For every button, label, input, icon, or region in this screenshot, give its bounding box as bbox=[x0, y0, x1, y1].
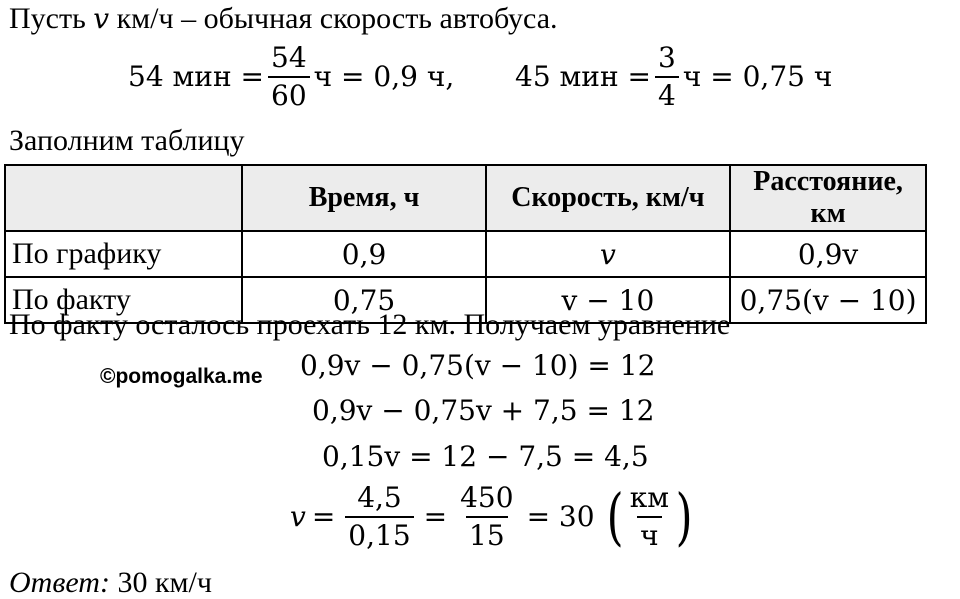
intro-line bbox=[9, 4, 558, 34]
fraction-numerator: 3 bbox=[658, 41, 676, 74]
equals-sign: = bbox=[311, 500, 336, 533]
equation-line: 0,9v − 0,75v + 7,5 = 12 bbox=[312, 394, 655, 427]
equals-sign: = bbox=[423, 500, 448, 533]
conversion-minutes-54 bbox=[128, 41, 455, 112]
equation-line: 0,15v = 12 − 7,5 = 4,5 bbox=[322, 440, 649, 473]
answer-label: Ответ: bbox=[9, 566, 110, 599]
fraction-numerator: 54 bbox=[271, 41, 307, 74]
conversion-minutes-45 bbox=[515, 41, 833, 112]
final-result: = 30 bbox=[526, 500, 595, 533]
intro-post: км/ч – обычная скорость автобуса. bbox=[109, 2, 558, 35]
fraction-450-over-15 bbox=[457, 481, 516, 552]
intro-pre: Пусть bbox=[9, 2, 94, 35]
speed-cell: v bbox=[486, 231, 730, 277]
distance-cell: 0,9v bbox=[730, 231, 926, 277]
fraction-54-60 bbox=[268, 41, 310, 112]
fraction-4-5-over-0-15 bbox=[345, 481, 413, 552]
table-header-cell: Расстояние, км bbox=[730, 165, 926, 231]
table-header-cell: Скорость, км/ч bbox=[486, 165, 730, 231]
distance-cell: 0,75(v − 10) bbox=[730, 277, 926, 323]
unit-fraction bbox=[627, 481, 672, 552]
table-header-row bbox=[5, 165, 926, 231]
table-header-cell: Время, ч bbox=[242, 165, 485, 231]
remaining-text: По факту осталось проехать 12 км. Получаем уравнение bbox=[9, 308, 731, 341]
fraction-numerator: 4,5 bbox=[357, 481, 402, 514]
answer-value: 30 км/ч bbox=[109, 566, 212, 599]
time-cell: 0,75 bbox=[242, 277, 485, 323]
unit-denominator: ч bbox=[637, 516, 662, 550]
time-cell: 0,9 bbox=[242, 231, 485, 277]
fraction-3-4 bbox=[655, 41, 679, 112]
table-row bbox=[5, 231, 926, 277]
conversion-54-lhs: 54 мин = bbox=[128, 60, 264, 93]
intro-variable: v bbox=[93, 2, 110, 35]
speed-cell: v − 10 bbox=[486, 277, 730, 323]
row-label: По факту bbox=[5, 277, 242, 323]
right-paren: ) bbox=[675, 480, 693, 553]
data-table bbox=[4, 164, 927, 324]
left-paren: ( bbox=[606, 480, 624, 553]
watermark: ©pomogalka.me bbox=[100, 365, 263, 388]
final-equation bbox=[290, 480, 696, 553]
fraction-numerator: 450 bbox=[460, 481, 514, 514]
row-label: По графику bbox=[5, 231, 242, 277]
final-variable: v bbox=[290, 500, 306, 533]
fraction-denominator: 60 bbox=[268, 76, 310, 110]
conversion-54-rhs: ч = 0,9 ч, bbox=[313, 60, 455, 93]
conversion-45-lhs: 45 мин = bbox=[515, 60, 651, 93]
table-header-cell bbox=[5, 165, 242, 231]
fraction-denominator: 4 bbox=[655, 76, 679, 110]
fraction-denominator: 15 bbox=[466, 516, 508, 550]
fill-table-text: Заполним таблицу bbox=[9, 124, 245, 157]
fraction-denominator: 0,15 bbox=[345, 516, 413, 550]
answer-line bbox=[9, 568, 212, 598]
conversion-45-rhs: ч = 0,75 ч bbox=[682, 60, 833, 93]
equation-line: 0,9v − 0,75(v − 10) = 12 bbox=[300, 349, 656, 382]
unit-numerator: км bbox=[629, 481, 670, 514]
